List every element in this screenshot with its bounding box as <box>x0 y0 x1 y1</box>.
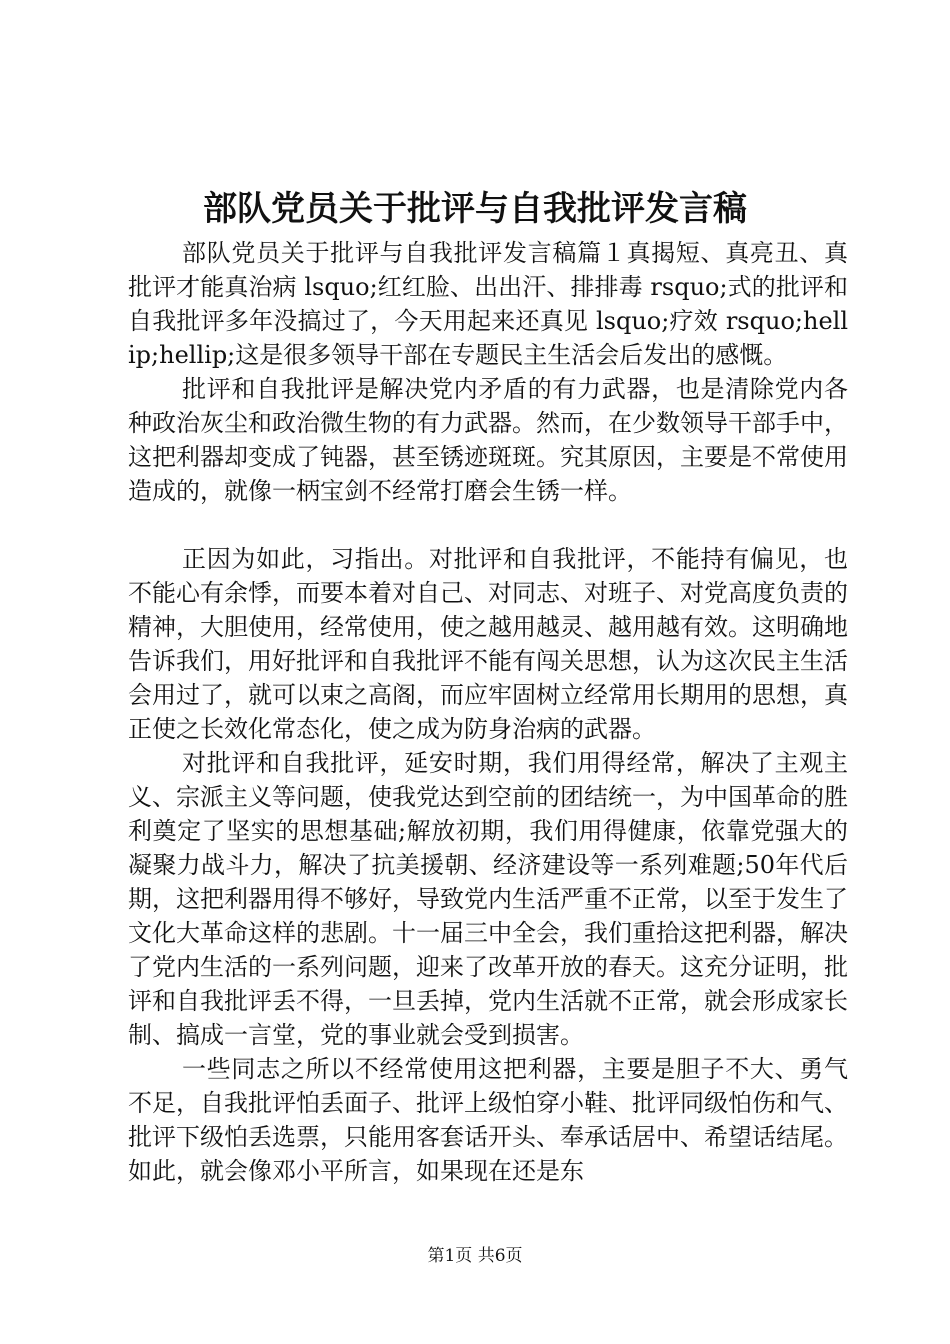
paragraph-2: 批评和自我批评是解决党内矛盾的有力武器，也是清除党内各种政治灰尘和政治微生物的有力武器。然而，在少数领导干部手中，这把利器却变成了钝器，甚至锈迹斑斑。究其原因，主要是不常使用造成的，就像一柄宝剑不经常打磨会生锈一样。 <box>128 375 848 505</box>
document-title: 部队党员关于批评与自我批评发言稿 <box>203 189 747 229</box>
paragraph-spacer <box>128 508 848 542</box>
paragraph-1: 部队党员关于批评与自我批评发言稿篇１真揭短、真亮丑、真批评才能真治病 lsquo;红红脸、出出汗、排排毒 rsquo;式的批评和自我批评多年没搞过了，今天用起来还真见 lsquo;疗效 rsquo;hellip;hellip;这是很多领导干部在专题民主生活会后发出的感慨。 <box>128 239 848 369</box>
document-body <box>128 236 848 1188</box>
paragraph-3: 正因为如此，习指出。对批评和自我批评，不能持有偏见，也不能心有余悸，而要本着对自己、对同志、对班子、对党高度负责的精神，大胆使用，经常使用，使之越用越灵、越用越有效。这明确地告诉我们，用好批评和自我批评不能有闯关思想，认为这次民主生活会用过了，就可以束之高阁，而应牢固树立经常用长期用的思想，真正使之长效化常态化，使之成为防身治病的武器。 <box>128 545 848 743</box>
page-number-footer: 第1页 共6页 <box>427 1246 523 1266</box>
paragraph-5: 一些同志之所以不经常使用这把利器，主要是胆子不大、勇气不足，自我批评怕丢面子、批评上级怕穿小鞋、批评同级怕伤和气、批评下级怕丢选票，只能用客套话开头、奉承话居中、希望话结尾。如此，就会像邓小平所言，如果现在还是东 <box>128 1055 848 1185</box>
paragraph-4: 对批评和自我批评，延安时期，我们用得经常，解决了主观主义、宗派主义等问题，使我党达到空前的团结统一，为中国革命的胜利奠定了坚实的思想基础;解放初期，我们用得健康，依靠党强大的凝聚力战斗力，解决了抗美援朝、经济建设等一系列难题;50年代后期，这把利器用得不够好，导致党内生活严重不正常，以至于发生了文化大革命这样的悲剧。十一届三中全会，我们重拾这把利器，解决了党内生活的一系列问题，迎来了改革开放的春天。这充分证明，批评和自我批评丢不得，一旦丢掉，党内生活就不正常，就会形成家长制、搞成一言堂，党的事业就会受到损害。 <box>128 749 848 1049</box>
